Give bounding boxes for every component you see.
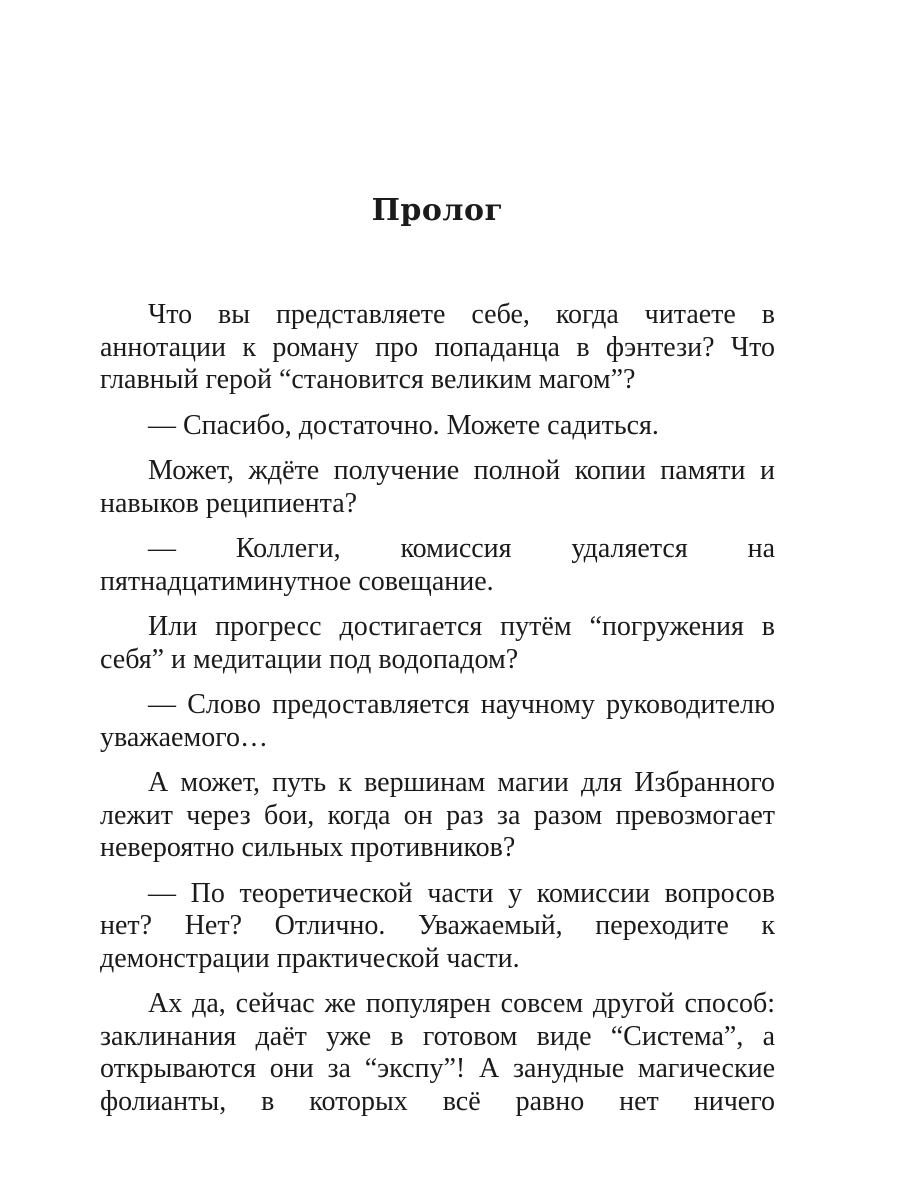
text-line: себя” и медитации под водопадом? [100,643,519,675]
text-line: Что вы представляете себе, когда читаете в [148,299,775,330]
paragraph [100,689,775,754]
paragraph [100,455,775,520]
text-line: лежит через бои, когда он раз за разом превозмогает [100,799,775,831]
text-line: навыков реципиента? [100,487,358,519]
paragraph [100,533,775,598]
paragraph [100,299,775,397]
text-line: главный герой “становится великим магом”? [100,364,636,395]
text-line: пятнадцатиминутное совещание. [100,565,494,597]
text-line: открываются они за “экспу”! А занудные магические [100,1053,775,1084]
page-title: Пролог [371,193,504,228]
text-line: уважаемого… [100,721,268,753]
text-line: — По теоретической части у комиссии вопросов [148,877,775,909]
text-line: — Спасибо, достаточно. Можете садиться. [148,409,659,441]
text-line: нет? Нет? Отлично. Уважаемый, переходите к [100,910,775,941]
text-line: фолианты, в которых всё равно нет ничего [100,1085,775,1117]
text-line: А может, путь к вершинам магии для Избранного [148,767,775,798]
text-line: Может, ждёте получение полной копии памяти и [148,455,775,486]
paragraph [100,988,775,1118]
text-line: Ах да, сейчас же популярен совсем другой способ: [148,988,775,1019]
text-line: невероятно сильных противников? [100,832,516,863]
text-line: демонстрации практической части. [100,942,520,974]
text-line: Или прогресс достигается путём “погружения в [148,611,775,642]
paragraph [100,878,775,976]
paragraph [100,410,775,443]
text-line: — Коллеги, комиссия удаляется на [148,533,775,564]
text-line: заклинания даёт уже в готовом виде “Система”, а [100,1020,775,1052]
text-line: аннотации к роману про попаданца в фэнтези? Что [100,331,775,363]
paragraph [100,611,775,676]
prologue-text [100,299,775,1118]
paragraph [100,767,775,865]
text-line: — Слово предоставляется научному руководителю [148,689,775,720]
